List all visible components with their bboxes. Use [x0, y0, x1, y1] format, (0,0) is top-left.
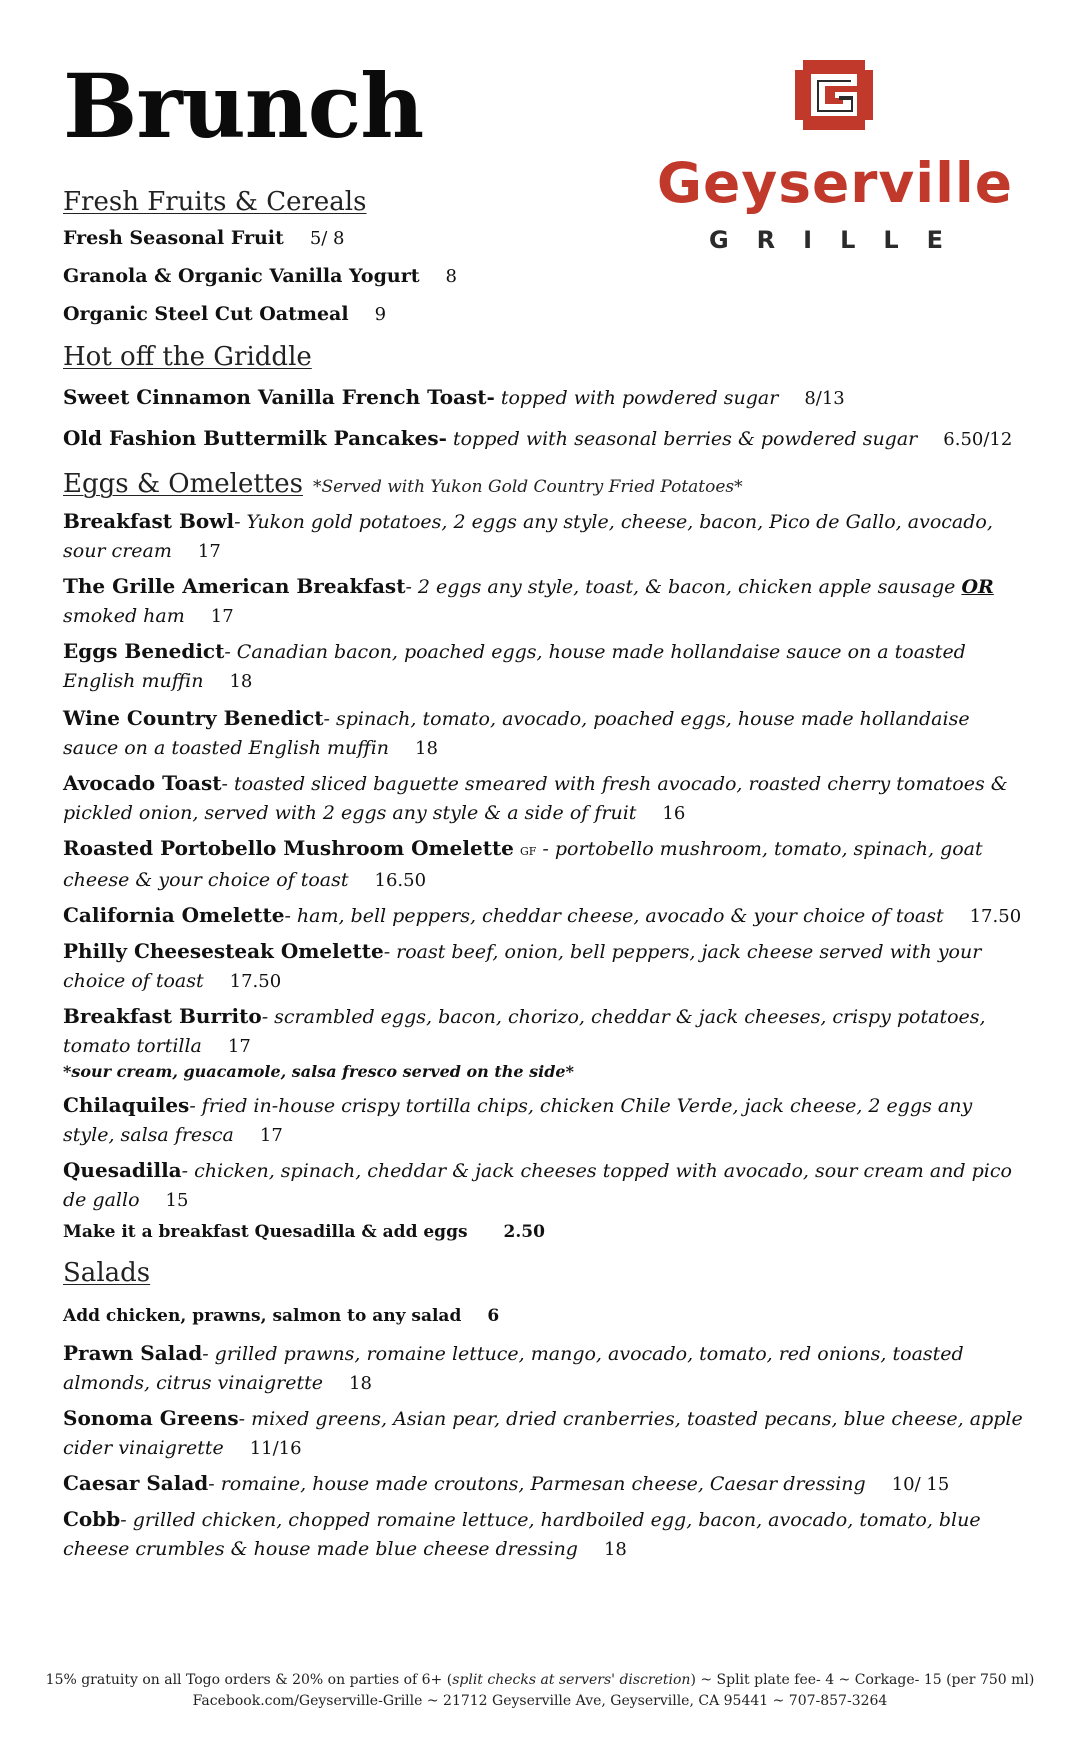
section-heading: Salads	[63, 1258, 151, 1289]
item-description: - spinach, tomato, avocado, poached eggs, house made hollandaise sauce on a toasted English muffin	[63, 708, 970, 760]
item-price: 18	[415, 738, 438, 760]
item-description: - grilled prawns, romaine lettuce, mango, avocado, tomato, red onions, toasted almonds, citrus vinaigrette	[63, 1343, 964, 1395]
menu-item	[63, 901, 1023, 931]
item-description: - roast beef, onion, bell peppers, jack cheese served with your choice of toast	[63, 941, 982, 993]
item-price: 17	[210, 606, 234, 628]
item-price: 6.50/12	[943, 428, 1013, 450]
menu-item	[63, 1505, 1023, 1564]
menu-item	[63, 572, 1023, 631]
item-description: smoked ham	[63, 605, 185, 628]
item-name: Old Fashion Buttermilk Pancakes-	[63, 425, 447, 450]
item-name: Caesar Salad	[63, 1471, 209, 1496]
item-price: 18	[603, 1539, 627, 1561]
item-description: - fried in-house crispy tortilla chips, chicken Chile Verde, jack cheese, 2 eggs any style, salsa fresca	[63, 1095, 973, 1147]
addon-line	[63, 1301, 1023, 1331]
menu-item	[63, 704, 1023, 763]
item-name: Cobb	[63, 1507, 121, 1532]
item-price: 5/ 8	[309, 227, 345, 249]
section-eggs	[63, 468, 1023, 1248]
menu-item	[63, 1469, 1023, 1499]
item-description: - grilled chicken, chopped romaine lettuce, hardboiled egg, bacon, avocado, tomato, blue cheese crumbles & house made blue cheese dressing	[63, 1509, 981, 1561]
menu-item	[63, 262, 1023, 291]
addon-price: 2.50	[503, 1222, 545, 1243]
addon-label: Make it a breakfast Quesadilla & add eggs	[63, 1222, 468, 1243]
section-griddle	[63, 341, 1023, 454]
item-name: Philly Cheesesteak Omelette	[63, 939, 384, 964]
gluten-free-badge: GF	[519, 845, 537, 859]
item-price: 16	[662, 803, 686, 825]
item-description: - chicken, spinach, cheddar & jack cheeses topped with avocado, sour cream and pico de gallo	[63, 1160, 1012, 1212]
section-heading: Hot off the Griddle	[63, 341, 312, 372]
item-price: 15	[165, 1190, 189, 1212]
item-name: Sweet Cinnamon Vanilla French Toast-	[63, 384, 495, 409]
menu-item	[63, 300, 1023, 329]
item-price: 18	[229, 671, 253, 693]
item-description: - Yukon gold potatoes, 2 eggs any style, cheese, bacon, Pico de Gallo, avocado, sour cream	[63, 511, 993, 563]
menu-item	[63, 834, 1023, 895]
logo-subtitle: GRILLE	[708, 226, 972, 254]
item-description: topped with powdered sugar	[500, 386, 779, 409]
item-name: Chilaquiles	[63, 1093, 190, 1118]
item-price: 10/ 15	[891, 1474, 950, 1496]
item-name: California Omelette	[63, 903, 285, 928]
section-heading	[63, 468, 1023, 502]
menu-item	[63, 507, 1023, 566]
g-emblem-icon	[795, 60, 873, 130]
item-price: 8/13	[804, 387, 845, 409]
item-price: 17	[227, 1036, 251, 1058]
footer-contact: Facebook.com/Geyserville-Grille ~ 21712 Geyserville Ave, Geyserville, CA 95441 ~ 707-857-3264	[192, 1693, 888, 1709]
menu-item	[63, 637, 1023, 696]
item-name: Roasted Portobello Mushroom Omelette	[63, 836, 514, 861]
item-description: - ham, bell peppers, cheddar cheese, avocado & your choice of toast	[284, 905, 944, 928]
item-price: 17	[197, 541, 221, 563]
item-or-emphasis: OR	[961, 576, 994, 599]
menu-item	[63, 383, 1023, 413]
item-price: 18	[349, 1373, 372, 1395]
footer-text: 15% gratuity on all Togo orders & 20% on parties of 6+ (	[45, 1672, 453, 1688]
item-description: topped with seasonal berries & powdered sugar	[452, 427, 918, 450]
item-description: - portobello mushroom, tomato, spinach, goat cheese & your choice of toast	[63, 838, 983, 892]
item-name: Breakfast Burrito	[63, 1004, 262, 1029]
item-description: - Canadian bacon, poached eggs, house made hollandaise sauce on a toasted English muffin	[63, 641, 966, 693]
item-price: 16.50	[374, 870, 427, 892]
menu-item	[63, 1091, 1023, 1150]
item-description: - romaine, house made croutons, Parmesan cheese, Caesar dressing	[208, 1473, 866, 1496]
addon-line	[63, 1217, 1023, 1247]
burrito-note: *sour cream, guacamole, salsa fresco served on the side*	[63, 1062, 574, 1082]
item-price: 11/16	[249, 1438, 302, 1460]
item-description: - scrambled eggs, bacon, chorizo, cheddar & jack cheeses, crispy potatoes, tomato tortilla	[63, 1006, 986, 1058]
section-heading: Fresh Fruits & Cereals	[63, 187, 367, 217]
menu-item	[63, 424, 1023, 454]
section-fruits	[63, 186, 1023, 329]
item-price: 9	[374, 303, 387, 325]
footer-policies	[0, 1670, 1080, 1691]
menu-item	[63, 1002, 1023, 1061]
footer-text: ) ~ Split plate fee- 4 ~ Corkage- 15 (per 750 ml)	[690, 1672, 1035, 1688]
footer-italic-text: split checks at servers' discretion	[452, 1672, 691, 1688]
section-note: *Served with Yukon Gold Country Fried Potatoes*	[312, 476, 743, 497]
menu-item	[63, 769, 1023, 828]
item-price: 8	[445, 265, 457, 287]
item-name: Prawn Salad	[63, 1341, 203, 1366]
menu-item	[63, 1404, 1023, 1463]
menu-item	[63, 1339, 1023, 1398]
logo-name: Geyserville	[656, 151, 1014, 215]
addon-price: 6	[487, 1306, 500, 1327]
item-description: - toasted sliced baguette smeared with fresh avocado, roasted cherry tomatoes & pickled onion, served with 2 eggs any style & a side of fruit	[63, 773, 1008, 825]
addon-label: Add chicken, prawns, salmon to any salad	[63, 1306, 462, 1327]
menu-item	[63, 224, 1023, 253]
section-title: Eggs & Omelettes	[63, 468, 303, 499]
section-salads	[63, 1257, 1023, 1564]
item-name: Granola & Organic Vanilla Yogurt	[63, 264, 420, 287]
item-name: Avocado Toast	[63, 771, 222, 796]
item-description: - 2 eggs any style, toast, & bacon, chicken apple sausage	[405, 576, 956, 599]
item-name: Quesadilla	[63, 1158, 182, 1183]
menu-item	[63, 937, 1023, 996]
page-title: Brunch	[63, 54, 424, 158]
item-name: Fresh Seasonal Fruit	[63, 226, 284, 249]
item-name: Organic Steel Cut Oatmeal	[63, 302, 349, 325]
menu-item	[63, 1156, 1023, 1215]
item-name: Wine Country Benedict	[63, 706, 324, 731]
item-price: 17.50	[969, 906, 1022, 928]
item-name: Eggs Benedict	[63, 639, 225, 664]
footer	[0, 1670, 1080, 1712]
item-name: The Grille American Breakfast	[63, 574, 406, 599]
item-price: 17.50	[229, 971, 282, 993]
item-description: - mixed greens, Asian pear, dried cranberries, toasted pecans, blue cheese, apple cider vinaigrette	[63, 1408, 1023, 1460]
item-price: 17	[259, 1125, 283, 1147]
menu-content	[63, 186, 1023, 1564]
item-name: Sonoma Greens	[63, 1406, 239, 1431]
item-name: Breakfast Bowl	[63, 509, 235, 534]
